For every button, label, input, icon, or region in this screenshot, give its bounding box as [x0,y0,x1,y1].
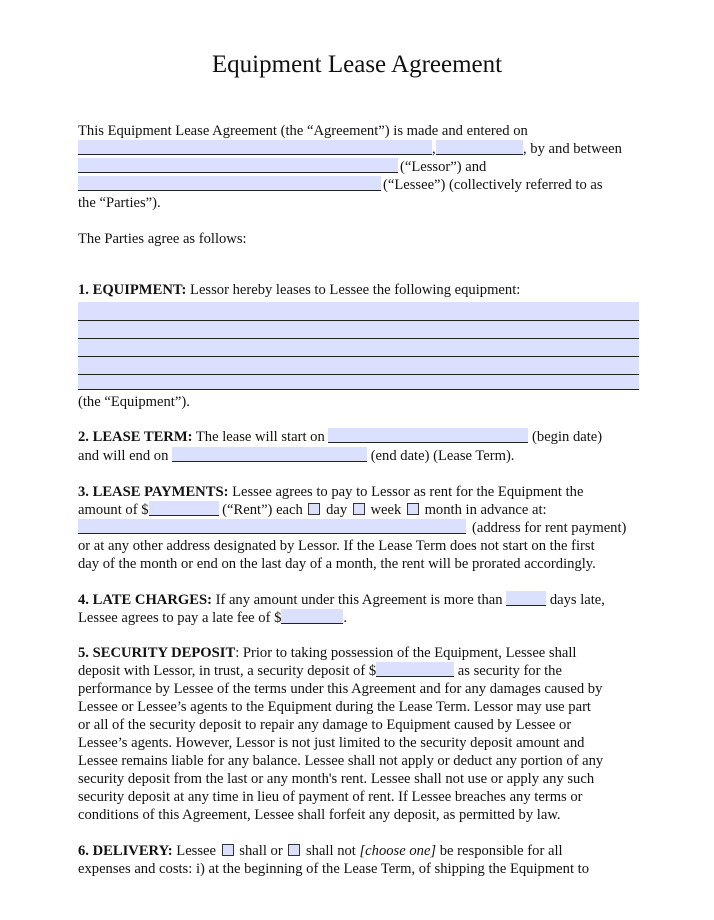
section-5-heading: 5. SECURITY DEPOSIT [78,645,236,661]
responsible-label: be responsible for all [436,843,563,859]
section-5-line-1 [78,644,577,662]
section-1-text: Lessor hereby leases to Lessee the following equipment: [186,282,521,298]
shall-or-label: shall or [235,843,287,859]
section-2-heading: 2. LEASE TERM: [78,429,193,445]
month-checkbox[interactable] [407,503,419,515]
section-5-text: : Prior to taking possession of the Equipment, Lessee shall [235,645,577,661]
field-rule [78,356,639,357]
section-5-body-line: conditions of this Agreement, Lessee shall forfeit any deposit, as permitted by law. [78,807,561,823]
section-5-line-2 [78,662,562,680]
lessee-label: (“Lessee”) (collectively referred to as [383,177,603,193]
intro-line: This Equipment Lease Agreement (the “Agreement”) is made and entered on [78,123,528,139]
week-checkbox[interactable] [353,503,365,515]
section-2-line-2 [78,447,514,465]
days-late-field[interactable] [506,591,546,606]
section-5-body-line: Lessee remains liable for any balance. Lessee shall not apply or deduct any portion of any [78,753,604,769]
day-label: day [322,502,351,518]
section-6-line-2: expenses and costs: i) at the beginning of the Lease Term, of shipping the Equipment to [78,861,589,877]
equipment-closing: (the “Equipment”). [78,394,190,410]
lessor-label: (“Lessor”) and [400,159,487,175]
agree-line: The Parties agree as follows: [78,231,247,247]
lessee-name-field[interactable] [78,176,381,191]
section-1-heading: 1. EQUIPMENT: [78,282,187,298]
section-5-body-line: Lessee or Lessee’s agents to the Equipment during the Lease Term. Lessor may use part [78,699,591,715]
rent-each-label: (“Rent”) each [218,502,307,518]
lessor-name-field[interactable] [78,158,398,173]
end-date-text: and will end on [78,448,173,464]
section-5-body-line: security deposit at any time in lieu of payment of rent. If Lessee breaches any terms or [78,789,583,805]
agreement-date-field[interactable] [78,140,432,155]
days-late-label: days late, [546,592,605,608]
section-4-line-1 [78,591,605,609]
field-rule [78,374,639,375]
security-deposit-field[interactable] [376,662,454,677]
late-fee-field[interactable] [281,609,343,624]
field-rule [78,389,639,390]
section-5-body-line: security deposit from the last or any month's rent. Lessee shall not use or apply any such [78,771,595,787]
field-rule [78,338,639,339]
payment-address-field[interactable] [78,519,466,534]
week-label: week [366,502,405,518]
section-6-heading: 6. DELIVERY: [78,843,173,859]
section-2-text: The lease will start on [192,429,329,445]
section-2-line-1 [78,428,602,446]
parties-line: the “Parties”). [78,195,161,211]
section-3-text: Lessee agrees to pay to Lessor as rent for the Equipment the [228,484,584,500]
section-4-text: If any amount under this Agreement is more than [211,592,507,608]
section-5-body-line: performance by Lessee of the terms under this Agreement and for any damages caused by [78,681,603,697]
shall-checkbox[interactable] [222,844,234,856]
end-date-field[interactable] [172,447,367,462]
agreement-year-field[interactable] [436,140,523,155]
section-5-body-line: Lessee’s agents. However, Lessor is not just limited to the security deposit amount and [78,735,585,751]
choose-one-note: [choose one] [359,843,437,859]
section-1-line [78,281,520,299]
shall-not-checkbox[interactable] [288,844,300,856]
deposit-label: deposit with Lessor, in trust, a security deposit of $ [78,663,377,679]
section-3-line-1 [78,483,583,501]
address-label: (address for rent payment) [472,520,627,536]
section-3-line-2 [78,501,547,519]
as-security-label: as security for the [454,663,562,679]
intro-by-between: , by and between [523,141,622,157]
section-3-line-4: or at any other address designated by Lessor. If the Lease Term does not start on the first [78,538,595,554]
rent-amount-field[interactable] [149,501,219,516]
equipment-description-field[interactable] [78,302,639,390]
intro-comma: , [432,141,436,157]
late-fee-text: Lessee agrees to pay a late fee of $ [78,610,282,626]
amount-label: amount of $ [78,502,149,518]
section-4-heading: 4. LATE CHARGES: [78,592,212,608]
document-title: Equipment Lease Agreement [211,51,503,78]
section-3-line-5: day of the month or end on the last day of a month, the rent will be prorated accordingly. [78,556,596,572]
section-6-line-1 [78,842,563,860]
shall-not-label: shall not [302,843,360,859]
section-6-text: Lessee [172,843,220,859]
end-date-label: (end date) (Lease Term). [367,448,515,464]
section-4-line-2 [78,609,347,627]
section-3-heading: 3. LEASE PAYMENTS: [78,484,229,500]
month-label: month in advance at: [420,502,547,518]
begin-date-field[interactable] [328,428,528,443]
day-checkbox[interactable] [308,503,320,515]
section-5-body-line: or all of the security deposit to repair any damage to Equipment caused by Lessee or [78,717,572,733]
late-fee-period: . [343,610,348,626]
field-rule [78,320,639,321]
begin-date-label: (begin date) [528,429,603,445]
